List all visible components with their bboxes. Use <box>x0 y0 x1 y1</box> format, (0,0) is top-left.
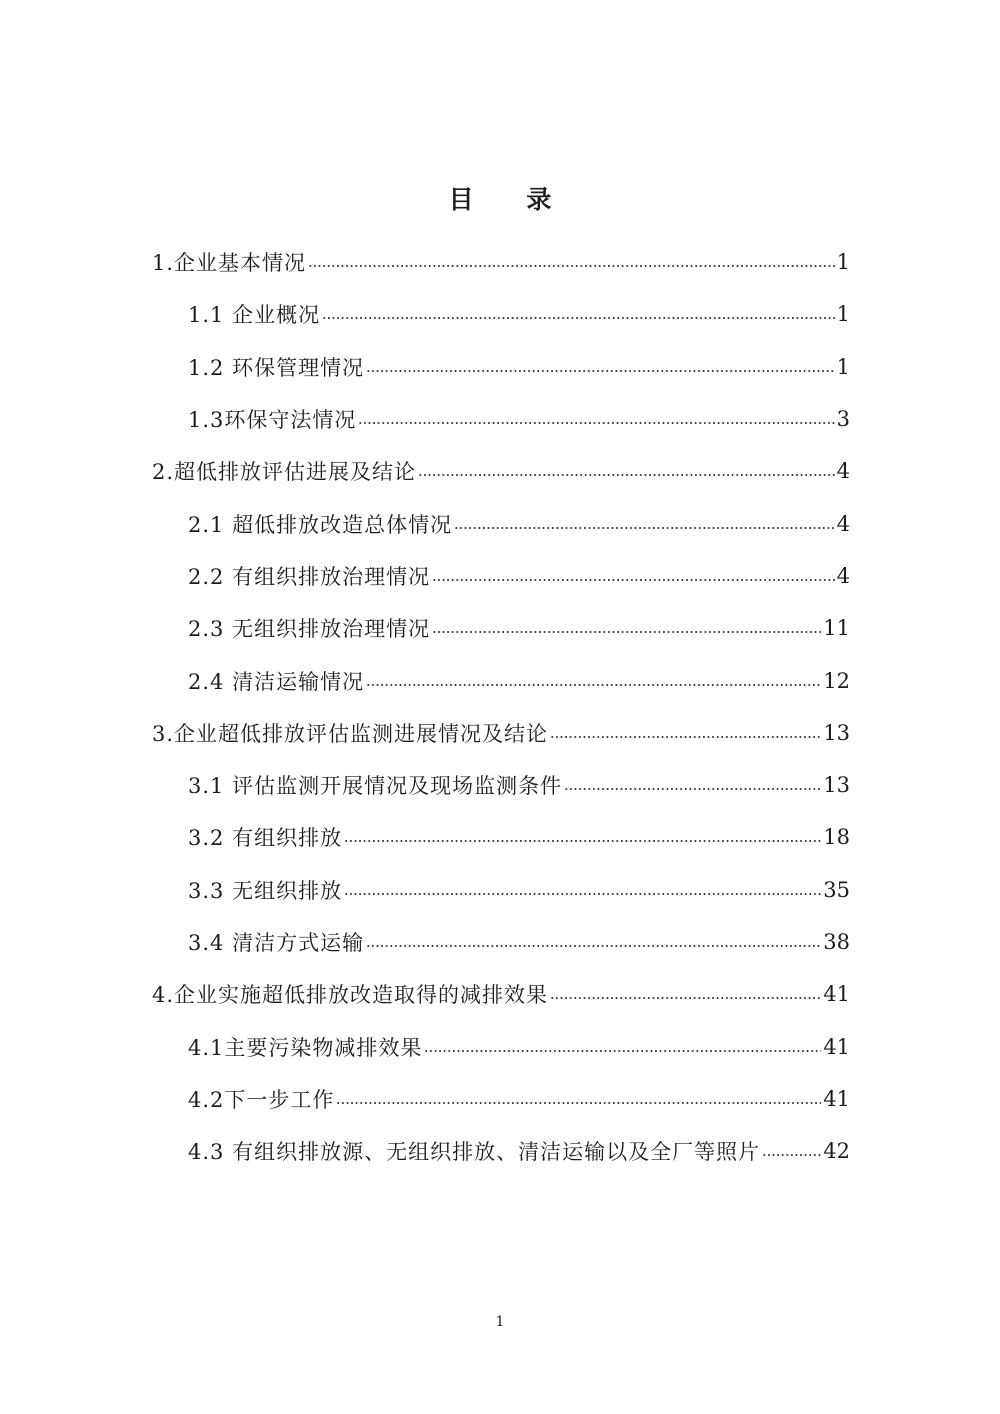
toc-entry-text: 2.1 超低排放改造总体情况 <box>188 512 453 537</box>
toc-entry[interactable] <box>152 393 850 445</box>
toc-entry-page: 4 <box>836 459 850 484</box>
toc-entry-text: 2.2 有组织排放治理情况 <box>188 564 431 589</box>
toc-entry[interactable] <box>152 445 850 497</box>
toc-entry-page: 42 <box>823 1139 850 1164</box>
toc-entry-text: 1.1 企业概况 <box>188 303 321 328</box>
toc-entry-text: 1.3环保守法情况 <box>188 408 357 433</box>
toc-dot-leader <box>358 422 834 424</box>
toc-entry-page: 41 <box>823 1034 850 1059</box>
toc-entry-text: 3.4 清洁方式运输 <box>188 931 365 955</box>
toc-entry-page: 4 <box>836 563 850 588</box>
toc-entry[interactable] <box>152 968 850 1020</box>
toc-entry-text: 3.企业超低排放评估监测进展情况及结论 <box>152 721 549 746</box>
toc-entry[interactable] <box>152 1073 850 1125</box>
toc-dot-leader <box>432 579 835 581</box>
toc-entry-text: 3.1 评估监测开展情况及现场监测条件 <box>188 774 563 799</box>
toc-dot-leader <box>432 631 821 633</box>
toc-entry-page: 35 <box>823 877 850 902</box>
toc-entry-page: 13 <box>823 720 850 745</box>
toc-entry-page: 11 <box>823 616 850 641</box>
toc-list <box>152 236 850 1177</box>
toc-entry-text: 4.3 有组织排放源、无组织排放、清洁运输以及全厂等照片 <box>188 1140 761 1165</box>
toc-dot-leader <box>344 840 821 842</box>
toc-entry[interactable] <box>152 916 850 968</box>
toc-entry[interactable] <box>152 341 850 393</box>
toc-dot-leader <box>550 997 821 999</box>
toc-entry[interactable] <box>152 864 850 916</box>
toc-dot-leader <box>454 527 835 529</box>
toc-dot-leader <box>366 370 835 372</box>
toc-entry[interactable] <box>152 288 850 340</box>
toc-entry-text: 1.2 环保管理情况 <box>188 355 365 380</box>
toc-entry-page: 12 <box>823 668 850 693</box>
toc-entry-page: 38 <box>823 930 850 954</box>
toc-entry-page: 3 <box>836 407 850 432</box>
toc-entry-text: 2.超低排放评估进展及结论 <box>152 460 417 485</box>
toc-dot-leader <box>418 474 835 476</box>
toc-entry-page: 13 <box>823 773 850 798</box>
toc-dot-leader <box>336 1102 821 1104</box>
toc-entry-page: 1 <box>836 302 850 327</box>
toc-dot-leader <box>564 788 821 790</box>
toc-entry-page: 41 <box>823 1086 850 1111</box>
toc-entry[interactable] <box>152 654 850 706</box>
toc-entry-page: 4 <box>836 511 850 536</box>
toc-entry[interactable] <box>152 236 850 288</box>
toc-entry-text: 4.企业实施超低排放改造取得的减排效果 <box>152 983 549 1008</box>
toc-entry[interactable] <box>152 497 850 549</box>
toc-dot-leader <box>366 684 821 686</box>
toc-entry[interactable] <box>152 707 850 759</box>
toc-entry-text: 1.企业基本情况 <box>152 251 307 276</box>
toc-dot-leader <box>308 265 835 267</box>
toc-entry-text: 2.4 清洁运输情况 <box>188 669 365 694</box>
toc-dot-leader <box>424 1050 821 1052</box>
toc-entry-text: 3.3 无组织排放 <box>188 878 343 903</box>
toc-dot-leader <box>762 1154 821 1156</box>
toc-entry-text: 2.3 无组织排放治理情况 <box>188 617 431 642</box>
toc-entry[interactable] <box>152 1020 850 1072</box>
toc-dot-leader <box>344 893 821 895</box>
toc-entry[interactable] <box>152 550 850 602</box>
toc-title: 目 录 <box>448 185 574 214</box>
toc-entry[interactable] <box>152 759 850 811</box>
toc-entry-text: 4.1主要污染物减排效果 <box>188 1035 423 1060</box>
toc-entry-page: 1 <box>836 250 850 275</box>
toc-entry-page: 1 <box>836 354 850 379</box>
toc-entry[interactable] <box>152 602 850 654</box>
toc-entry[interactable] <box>152 1125 850 1177</box>
toc-dot-leader <box>366 945 821 947</box>
toc-entry[interactable] <box>152 811 850 863</box>
toc-dot-leader <box>550 736 821 738</box>
toc-dot-leader <box>322 317 835 319</box>
page-number: 1 <box>495 1314 505 1330</box>
toc-entry-page: 18 <box>823 825 850 850</box>
toc-entry-page: 41 <box>823 982 850 1007</box>
toc-entry-text: 3.2 有组织排放 <box>188 826 343 851</box>
toc-entry-text: 4.2下一步工作 <box>188 1087 335 1112</box>
